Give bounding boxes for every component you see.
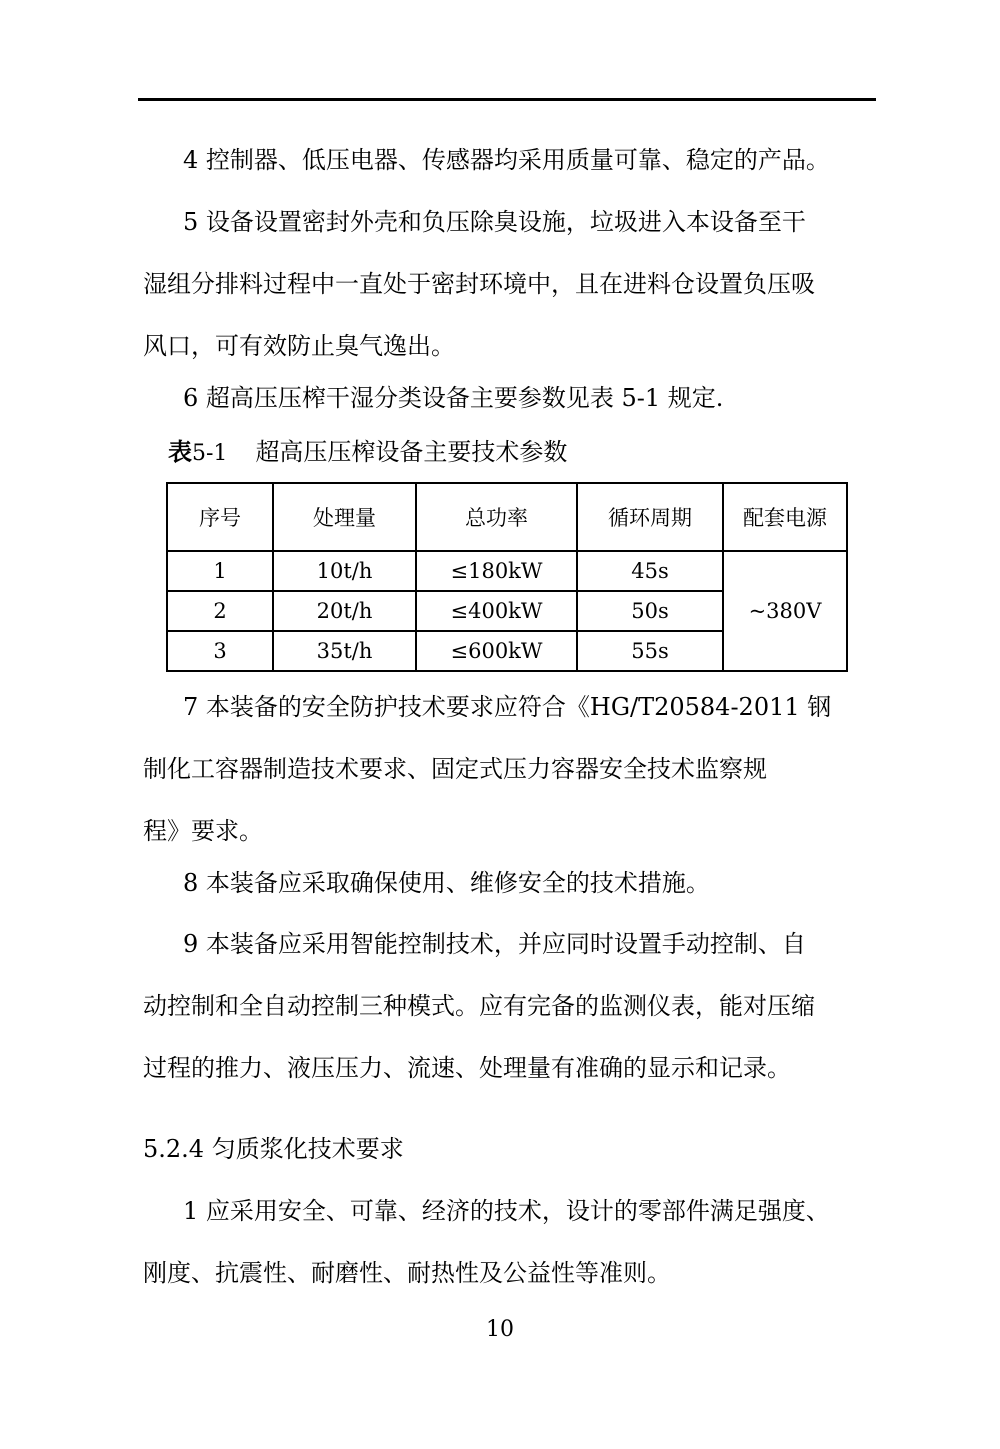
header-rule — [138, 98, 876, 101]
table-cell: ≤600kW — [416, 631, 577, 671]
header-cell: 总功率 — [416, 483, 577, 551]
table-row — [167, 551, 847, 591]
header-cell: 序号 — [167, 483, 273, 551]
header-cell: 处理量 — [273, 483, 416, 551]
paragraph-5: 5 设备设置密封外壳和负压除臭设施，垃圾进入本设备至干 湿组分排料过程中一直处于密封环境中，且在进料仓设置负压吸 风口，可有效防止臭气逸出。 — [143, 208, 815, 360]
caption-title: 超高压压榨设备主要技术参数 — [255, 438, 568, 466]
paragraph-7: 7 本装备的安全防护技术要求应符合《HG/T20584-2011 钢 制化工容器制造技术要求、固定式压力容器安全技术监察规 程》要求。 — [143, 693, 832, 845]
paragraph-6: 6 超高压压榨干湿分类设备主要参数见表 5-1 规定. — [183, 384, 724, 412]
table-cell: 1 — [167, 551, 273, 591]
header-cell: 配套电源 — [723, 483, 847, 551]
table-cell: 45s — [577, 551, 723, 591]
caption-label: 表 — [168, 437, 192, 466]
spec-table — [166, 482, 848, 672]
paragraph-9: 9 本装备应采用智能控制技术，并应同时设置手动控制、自 动控制和全自动控制三种模式。应有完备的监测仪表，能对压缩 过程的推力、液压压力、流速、处理量有准确的显示和记录。 — [143, 930, 815, 1082]
paragraph-1: 1 应采用安全、可靠、经济的技术，设计的零部件满足强度、 刚度、抗震性、耐磨性、耐热性及公益性等准则。 — [143, 1197, 830, 1287]
table-cell: 10t/h — [273, 551, 416, 591]
table-caption — [168, 432, 567, 474]
table-cell: 20t/h — [273, 591, 416, 631]
table-cell: 2 — [167, 591, 273, 631]
table-cell: 55s — [577, 631, 723, 671]
page-number: 10 — [486, 1317, 514, 1342]
table-cell: 35t/h — [273, 631, 416, 671]
section-heading-5-2-4: 5.2.4 匀质浆化技术要求 — [143, 1135, 404, 1163]
paragraph-8: 8 本装备应采取确保使用、维修安全的技术措施。 — [183, 869, 710, 897]
table-cell: ≤400kW — [416, 591, 577, 631]
table-cell: 50s — [577, 591, 723, 631]
table-cell: 3 — [167, 631, 273, 671]
table-header-row — [167, 483, 847, 551]
power-supply-cell: ~380V — [723, 551, 847, 671]
header-cell: 循环周期 — [577, 483, 723, 551]
caption-number: 5-1 — [192, 441, 228, 466]
paragraph-4: 4 控制器、低压电器、传感器均采用质量可靠、稳定的产品。 — [183, 146, 830, 174]
table-cell: ≤180kW — [416, 551, 577, 591]
